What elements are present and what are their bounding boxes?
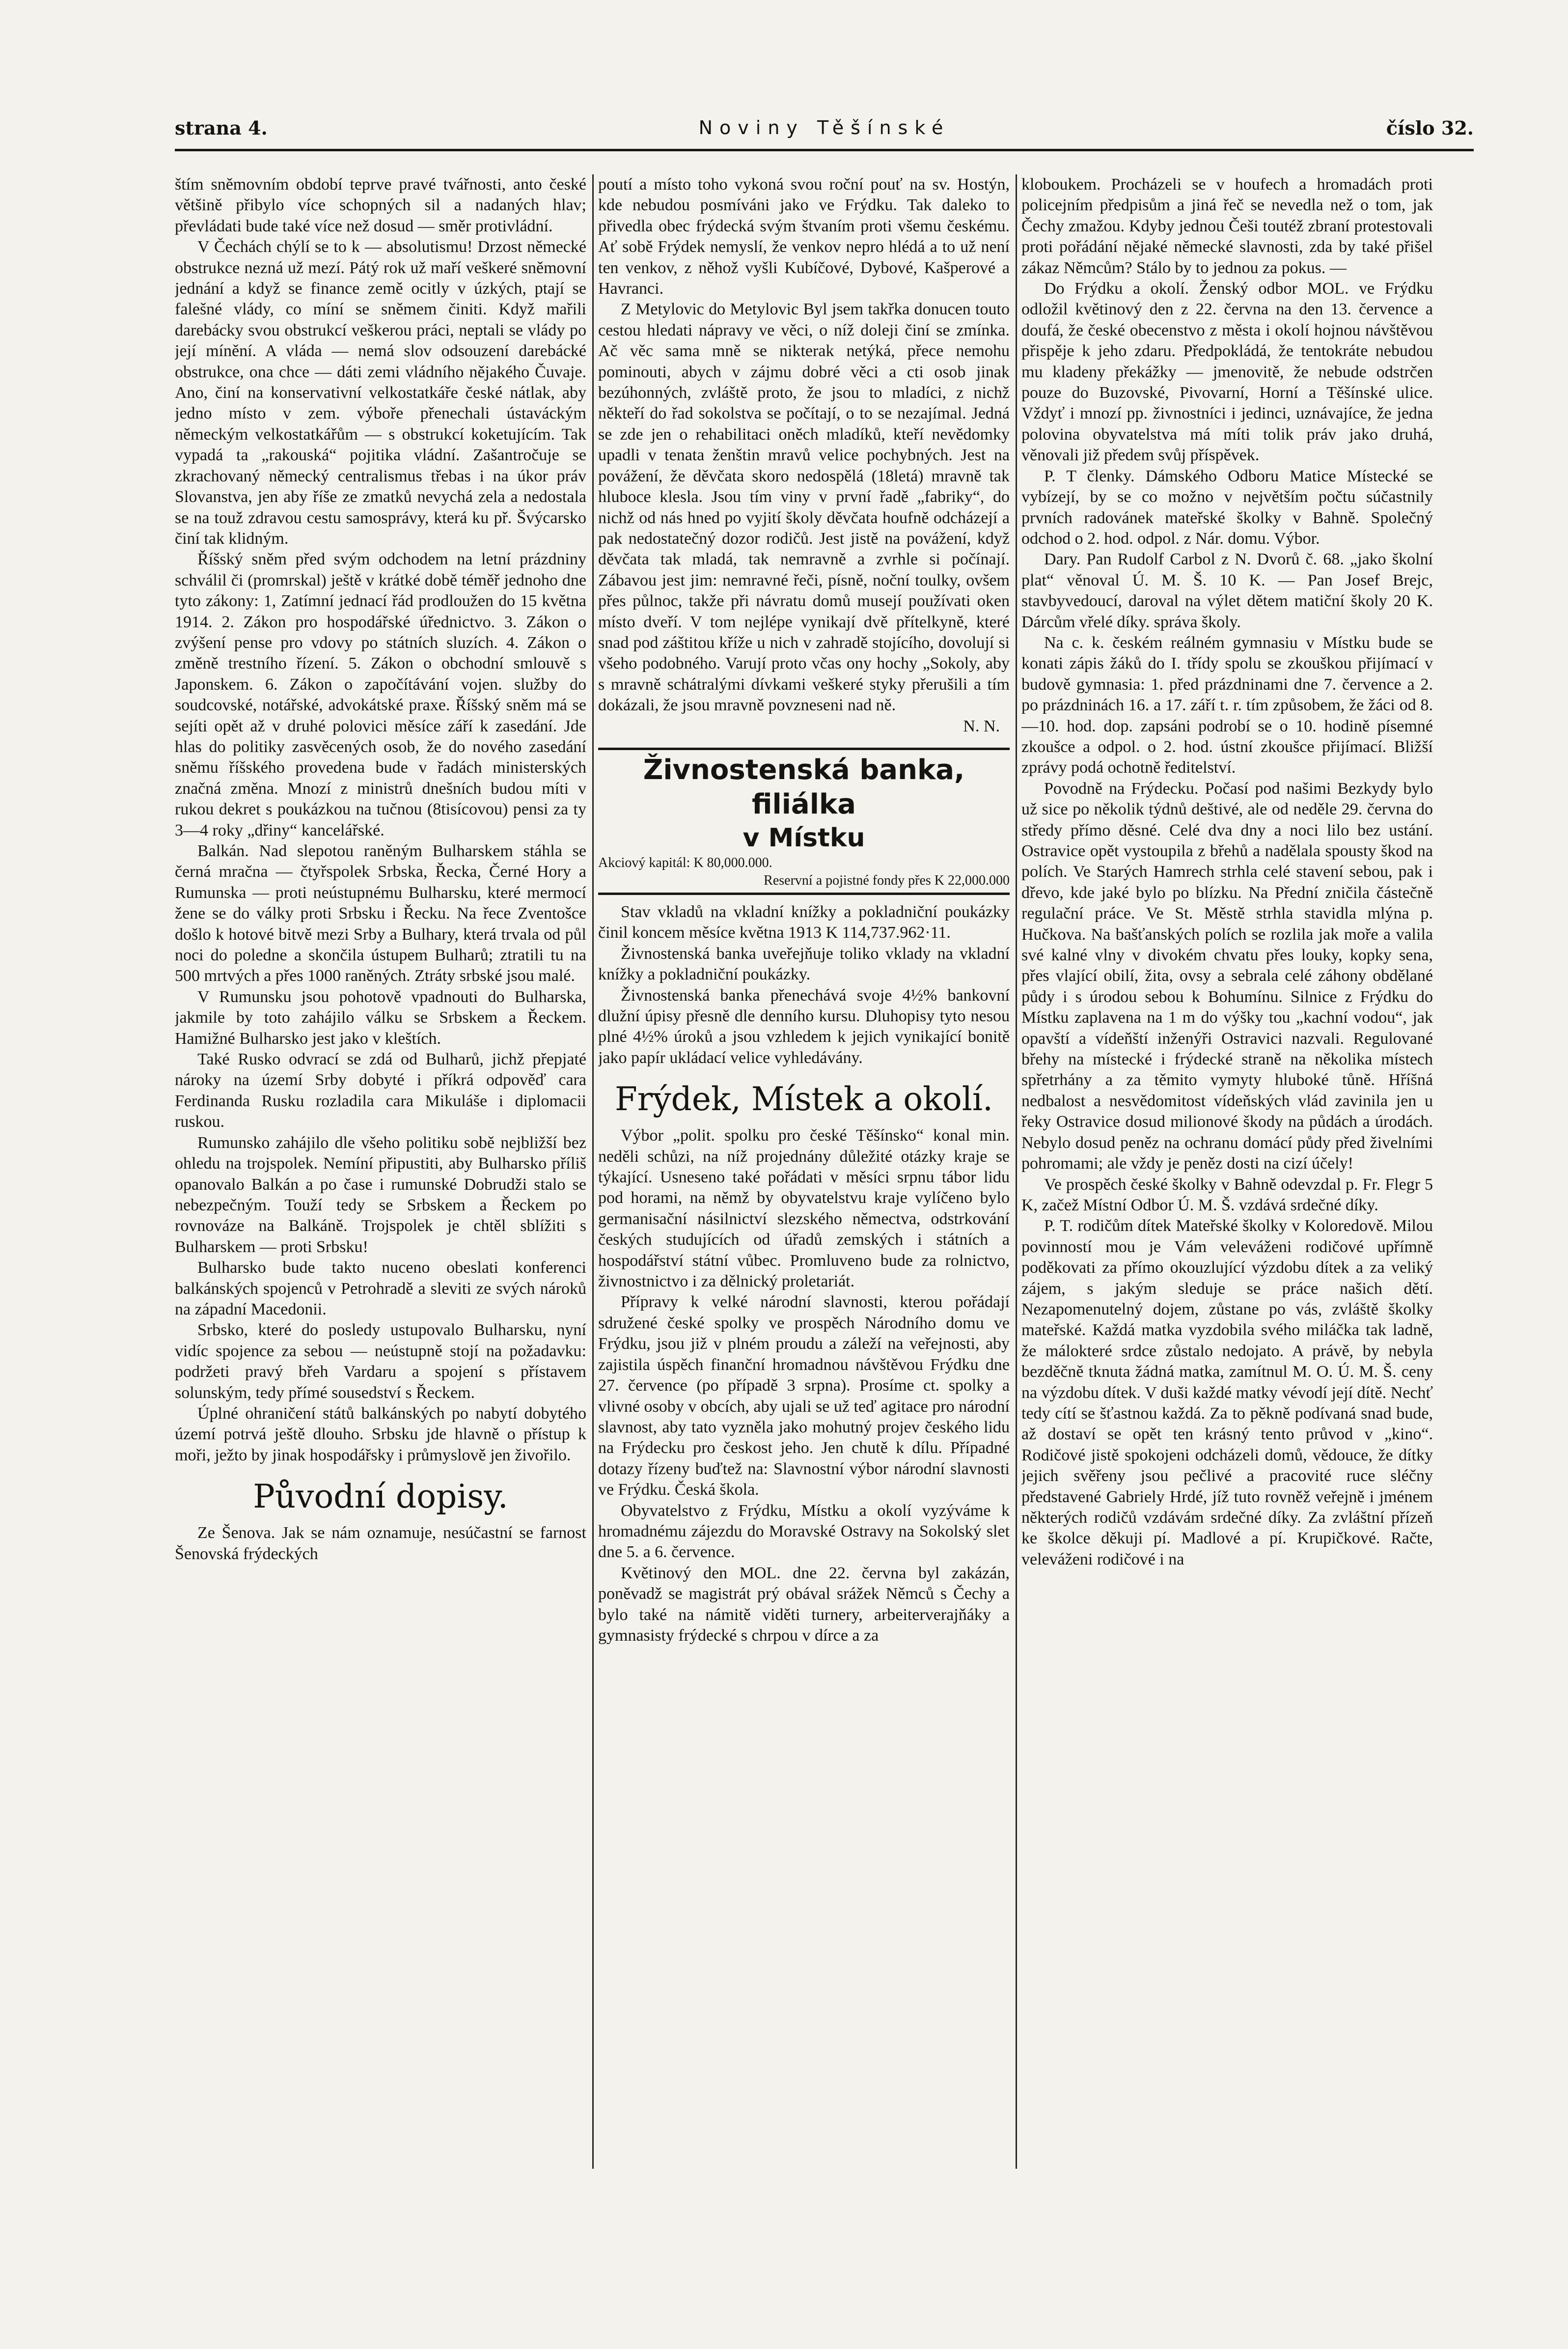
article-paragraph: Dary. Pan Rudolf Carbol z N. Dvorů č. 68. „jako školní plat“ věnoval Ú. M. Š. 10 K. — Pan Josef Brejc, stavbyvedoucí, daroval na výlet dětem matiční školy 20 K. Dárcům vřelé díky. správa školy. — [1021, 550, 1433, 631]
page-header — [175, 117, 1474, 147]
article-paragraph: Ve prospěch české školky v Bahně odevzdal p. Fr. Flegr 5 K, začež Místní Odbor Ú. M. Š. vzdává srdečné díky. — [1021, 1175, 1433, 1214]
article-paragraph: štím sněmovním období teprve pravé tvářnosti, anto české většině přibylo více schopných sil a nadaných hlav; převládati bude také více než dosud — směr protivládní. — [175, 175, 586, 235]
column-divider — [1016, 174, 1017, 2169]
article-paragraph: Srbsko, které do posledy ustupovalo Bulharsku, nyní vidíc spojence za sebou — neústupně stojí na požadavku: podržeti pravý břeh Vardaru a spojení s přístavem solunským, tedy přímé sousedství s Řeckem. — [175, 1321, 586, 1402]
article-paragraph: V Rumunsku jsou pohotově vpadnouti do Bulharska, jakmile by toto zahájilo válku se Srbskem a Řeckem. Hamižné Bulharsko jest jako v kleštích. — [175, 987, 586, 1048]
bank-advertisement — [598, 748, 1010, 895]
article-paragraph: Ze Šenova. Jak se nám oznamuje, nesúčastní se farnost Šenovská frýdeckých — [175, 1524, 586, 1563]
article-paragraph: Bulharsko bude takto nuceno obeslati konferenci balkánských spojenců v Petrohradě a sleviti ze svých nároků na západní Macedonii. — [175, 1258, 586, 1318]
article-paragraph: poutí a místo toho vykoná svou roční pouť na sv. Hostýn, kde nebudou posmíváni jako ve Frýdku. Tak daleko to přivedla obec frýdecká svým štvaním proti všemu českému. Ať sobě Frýdek nemyslí, že venkov nepro hlédá a to už není ten venkov, z něhož vyšli Kubíčové, Dybové, Kašperové a Havranci. — [598, 175, 1010, 298]
article-paragraph: Obyvatelstvo z Frýdku, Místku a okolí vyzýváme k hromadnému zájezdu do Moravské Ostravy na Sokolský slet dne 5. a 6. července. — [598, 1501, 1010, 1562]
column-1 — [175, 174, 586, 2169]
ad-capital: Akciový kapitál: K 80,000.000. — [598, 855, 772, 870]
article-paragraph: Rumunsko zahájilo dle všeho politiku sobě nejbližší bez ohledu na trojspolek. Nemíní připustiti, aby Bulharsko příliš opanovalo Balkán a po čase i rumunské Dobrudži stalo se nebezpečným. Touží tedy se Srbskem a Řeckem po rovnováze na Balkáně. Trojspolek je chtěl sblížiti s Bulharskem — proti Srbsku! — [175, 1133, 586, 1256]
article-paragraph: Živnostenská banka přenechává svoje 4½% bankovní dlužní úpisy přesně dle denního kursu. Dluhopisy tyto nesou plné 4½% úroků a jsou vzhledem k jejich vynikající bonitě jako papír ukládací velice vyhledávány. — [598, 986, 1010, 1067]
article-paragraph: Také Rusko odvrací se zdá od Bulharů, jichž přepjaté nároky na území Srby dobyté i příkrá odpověď cara Ferdinanda Rusku rozladila cara Mikuláše i diplomacii ruskou. — [175, 1050, 586, 1131]
ad-title: Živnostenská banka, filiálka — [643, 754, 965, 820]
article-paragraph: Na c. k. českém reálném gymnasiu v Místku bude se konati zápis žáků do I. třídy spolu se zkouškou přijímací v budově gymnasia: 1. před prázdninami dne 7. července a 2. po prázdninách 16. a 17. září t. r. tím způsobem, že žáci od 8.—10. hod. dop. zapsáni podrobí se o 10. hodině písemné zkoušce a odpol. o 2. hod. ústní zkoušce přijímací. Bližší zprávy podá ochotně ředitelství. — [1021, 633, 1433, 777]
article-paragraph: Květinový den MOL. dne 22. června byl zakázán, poněvadž se magistrát prý obával srážek Němců s Čechy a bylo také na námitě viděti turnery, arbeiterverajňáky a gymnasisty frýdecké s chrpou v dírce a za — [598, 1564, 1010, 1645]
paper-title: Noviny Těšínské — [698, 117, 950, 139]
article-paragraph: Říšský sněm před svým odchodem na letní prázdniny schválil či (promrskal) ještě v krátké době téměř jednoho dne tyto zákony: 1, Zatímní jednací řád prodloužen do 15 května 1914. 2. Zákon pro hospodářské úřednictvo. 3. Zákon o zvýšení pense pro vdovy po státních sluzích. 4. Zákon o změně trestního řízení. 5. Zákon o obchodní smlouvě s Japonskem. 6. Zákon o započítávání vojen. služby do soudcovské, notářské, advokátské praxe. Říšský sněm má se sejíti opět až v druhé polovici měsíce září k zasedání. Jde hlas do politiky zasvěcených osob, že do nového zasedání sněmu říšského provedena bude v řadách ministerských značná změna. Mnozí z ministrů dnešních budou míti v rukou dekret s poukázkou na tučnou (8tisícovou) pensi za ty 3—4 roky „dřiny“ kancelářské. — [175, 550, 586, 839]
article-paragraph: P. T členky. Dámského Odboru Matice Místecké se vybízejí, by se co možno v největším počtu súčastnily prvních radovánek mateřské školky v Bahně. Společný odchod o 2. hod. odpol. z Nár. domu. Výbor. — [1021, 467, 1433, 548]
article-paragraph: Přípravy k velké národní slavnosti, kterou pořádají sdružené české spolky ve prospěch Národního domu ve Frýdku, jsou již v plném proudu a záleží na veřejnosti, aby zajistila úspěch finanční hromadnou návštěvou Frýdku dne 27. července (po případě 3 srpna). Prosíme ct. spolky a vlivné osoby v obcích, aby ujali se už teď agitace pro národní slavnost, aby tato vyzněla jako mohutný projev českého lidu na Frýdecku pro českost jeho. Jen chutě k dílu. Případné dotazy řízeny buďtež na: Slavnostní výbor národní slavnosti ve Frýdku. Česká škola. — [598, 1293, 1010, 1499]
column-divider — [592, 174, 594, 2169]
article-paragraph: kloboukem. Procházeli se v houfech a hromadách proti policejním předpisům a jiná řeč se nevedla než o tom, jak Čechy zmažou. Kdyby jednou Češi toutéž zbraní protestovali proti pořádání nějaké německé slavnosti, zda by také přišel zákaz Němcům? Stálo by to jednou za pokus. — — [1021, 175, 1433, 277]
article-paragraph: Balkán. Nad slepotou raněným Bulharskem stáhla se černá mračna — čtyřspolek Srbska, Řecka, Černé Hory a Rumunska — proti neústupnému Bulharsku, které mermocí žene se do války proti Srbsku i Řecku. Na řece Zventošce došlo k hotové bitvě mezi Srby a Bulhary, která trvala od půl noci do poledne a skončila ústupem Bulharů; ztratili tu na 500 mrtvých a přes 1000 raněných. Ztráty srbské jsou malé. — [175, 842, 586, 985]
article-paragraph: Do Frýdku a okolí. Ženský odbor MOL. ve Frýdku odložil květinový den z 22. června na den 13. července a doufá, že české obecenstvo z města i okolí hojnou návštěvou přispěje k jeho zdaru. Předpokládá, že tentokráte nebudou mu kladeny překážky — jmenovitě, že nebude odstrčen pouze do Buzovské, Pivovarní, Horní a Těšínské ulice. Vždyť i mnozí pp. živnostníci i jedinci, uznávajíce, že jedna polovina obyvatelstva má míti tolik práv jako druhá, věnovali již předem svůj příspěvek. — [1021, 280, 1433, 465]
article-signature: N. N. — [963, 717, 1000, 735]
section-heading: Původní dopisy. — [253, 1478, 508, 1516]
section-heading: Frýdek, Místek a okolí. — [615, 1080, 993, 1119]
column-3 — [1021, 174, 1433, 2169]
column-2 — [598, 174, 1010, 2169]
article-paragraph: Z Metylovic do Metylovic Byl jsem takřka donucen touto cestou hledati nápravy ve věci, o níž doleji činí se zmínka. Ač věc sama mně se nikterak netýká, přece nemohu pominouti, abych v zájmu dobré věci a cti osob jinak bezúhonných, zvláště proto, že jsou to mladíci, z nichž někteří do řad sokolstva se počítají, o to se nezajímal. Jedná se zde jen o rehabilitaci oněch mladíků, kteří nevědomky upadli v tenata ženštin mravů velice pochybných. Jest na povážení, že děvčata skoro nedospělá (18letá) mravně tak hluboce klesla. Jsou tím viny v první řadě „fabriky“, do nichž od nás hned po vyjití školy děvčata houfně odcházejí a pak nedostatečný dozor rodičů. Jest jistě na povážení, když děvčata tak mladá, tak nemravně a zvrhle si počínají. Zábavou jest jim: nemravné řeči, písně, noční toulky, ovšem přes půlnoc, takže při návratu domů musejí používati oken místo dveří. V tom nejlépe vynikají dvě přítelkyně, které snad pod záštitou kříže u nich v zahradě stojícího, dovolují si všeho podobného. Varují proto včas ony hochy „Sokoly, aby s mravně schátralými dívkami veškeré styky přerušili a tím dokázali, že jsou mravně povzneseni nad ně. — [598, 300, 1010, 715]
article-paragraph: Úplné ohraničení států balkánských po nabytí dobytého území potrvá ještě dlouho. Srbsku jde hlavně o přístup k moři, ježto by jinak hospodářsky i průmyslově jen živořilo. — [175, 1404, 586, 1464]
article-paragraph: Stav vkladů na vkladní knížky a pokladniční poukázky činil koncem měsíce května 1913 K 114,737.962·11. — [598, 902, 1010, 942]
article-paragraph: Povodně na Frýdecku. Počasí pod našimi Bezkydy bylo už sice po několik týdnů deštivé, ale od neděle 29. června do středy přímo děsné. Celé dva dny a noci lilo bez ustání. Ostravice opět vystoupila z břehů a nadělala spousty škod na polích. Ve Starých Hamrech strhla celé stavení sebou, pak i dřevo, kde jaké bylo po blízku. Na Přední zničila částečně regulační práce. Ve St. Městě strhla stavidla mlýna p. Hučkova. Na bašťanských polích se rozlila jak moře a valila své kalné vlny v divokém chvatu přes louky, kopky sena, přes vlající obilí, žita, ovsy a sebrala celé záhony obdělané půdy i s úrodou sebou k Bohumínu. Silnice z Frýdku do Místku zaplavena na 1 m do výšky tou „kachní vodou“, jak opavští a vídeňští inženýři Ostravici nazvali. Regulované břehy na místecké i frýdecké straně na několika místech spřetrhány a za těmito vymyty hluboké tůně. Hříšná nedbalost a nesvědomitost vídeňských vlád zavinila jen u řeky Ostravice dosud milionové škody na půdách a úrodách. Nebylo dosud peněz na ochranu domácí půdy před živelními pohromami; ale vždy je peněz dosti na cizí účely! — [1021, 779, 1433, 1173]
page-number: strana 4. — [175, 117, 268, 139]
issue-number: číslo 32. — [1386, 117, 1474, 139]
article-paragraph: Živnostenská banka uveřejňuje toliko vklady na vkladní knížky a pokladniční poukázky. — [598, 944, 1010, 984]
article-paragraph: Výbor „polit. spolku pro české Těšínsko“ konal min. neděli schůzi, na níž projednány důležité otázky kraje se týkající. Usneseno také pořádati v měsíci srpnu tábor lidu pod horami, na němž by obyvatelstvu kraje vylíčeno bylo germanisační násilnictví slezského němectva, odstrkování českých studujících od úřadů zemských i státních a hospodářství státní vůbec. Promluveno bude za rolnictvo, živnostnictvo i za dělnický proletariát. — [598, 1126, 1010, 1291]
article-paragraph: P. T. rodičům dítek Mateřské školky v Koloredově. Milou povinností mou je Vám veleváženi rodičové upřímně poděkovati za přímo okouzlující výzdobu dítek a za veliký zájem, s jakým sleduje se práce našich dětí. Nezapomenutelný dojem, zůstane po vás, zvláště školky mateřské. Každá matka vyzdobila svého miláčka tak ladně, že málokteré srdce zůstalo nedojato. A právě, by nebyla bezděčně tknuta žádná matka, zamítnul M. O. Ú. M. Š. ceny na výzdobu dítek. V duši každé matky vévodí její dítě. Nechť tedy cítí se šťastnou každá. Za to pěkně podívaná snad bude, až dostaví se opět ten krásný tento průvod v „kino“. Rodičové jistě spokojeni odcházeli domů, vědouce, že dítky jejich svěřeny jsou pečlivé a pracovité ruce sléčny představené Gabriely Hrdé, jíž tuto rovněž veřejně i jménem některých rodičů vzdávám srdečné díky. Za zvláštní přízeň ke školce děkuji pí. Madlové a pí. Krupičkové. Račte, veleváženi rodičové i na — [1021, 1217, 1433, 1568]
ad-place: v Místku — [743, 823, 865, 853]
ad-reserve: Reservní a pojistné fondy přes K 22,000.000 — [764, 872, 1010, 888]
header-rule — [175, 149, 1474, 151]
article-paragraph: V Čechách chýlí se to k — absolutismu! Drzost německé obstrukce nezná už mezí. Pátý rok už maří veškeré sněmovní jednání a když se finance země ocitly v úzkých, ptají se falešné vlády, co míní se sněmem činiti. Když mařili darebácky svou obstrukcí veškerou práci, neptali se vlády po její mínění. A vláda — nemá slov odsouzení darebácké obstrukce, ona chce — dáti zemi vládního nějakého Čuvaje. Ano, činí na konservativní velkostatkáře české nátlak, aby jedno místo v zem. výboře přenechali ústaváckým německým velkostatkářům — s obstrukcí koketujícím. Tak vypadá ta „rakouská“ pojitika vládní. Zašantročuje se zkrachovaný německý centralismus třebas i na úkor práv Slovanstva, jen aby říše ze zmatků nevychá zela a nedostala se na touž zdravou cestu samosprávy, která ku př. Švýcarsko činí tak klidným. — [175, 238, 586, 548]
